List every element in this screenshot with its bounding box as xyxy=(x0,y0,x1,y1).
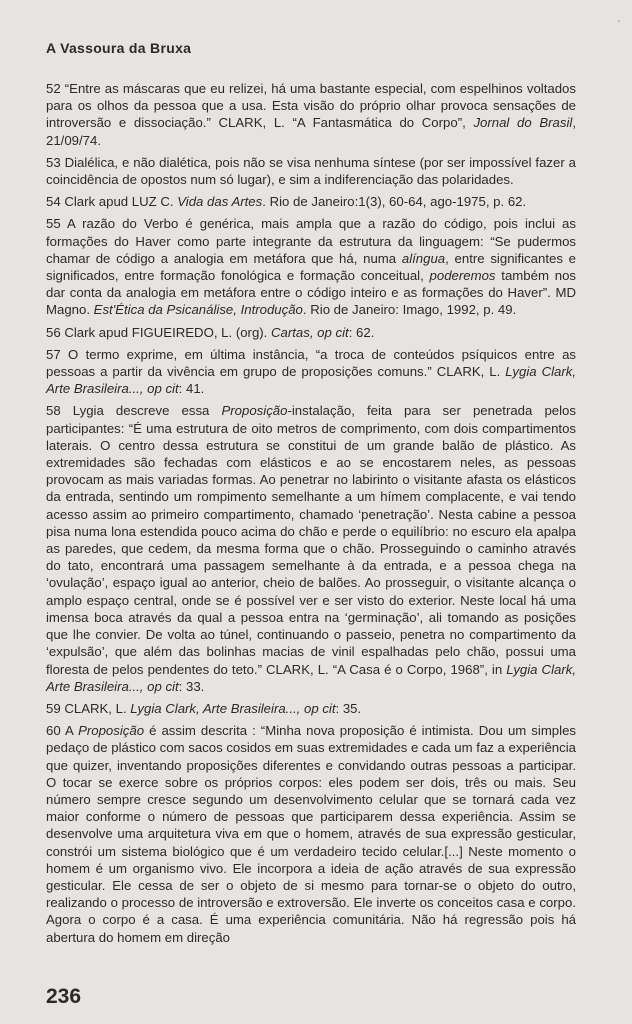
note-54 xyxy=(46,193,576,210)
note-52 xyxy=(46,80,576,149)
note-text: 52 “Entre as máscaras que eu relizei, há uma bastante especial, com espelhinos voltados para os olhos da pessoa que a usa. Esta visão do próprio olhar provoca sensações de introversão e dissociação.” CLARK, L. “A Fantasmática do Corpo”, xyxy=(46,81,576,131)
note-56 xyxy=(46,324,576,341)
endnotes-list xyxy=(46,80,576,951)
note-text: 59 CLARK, L. xyxy=(46,700,131,716)
note-text: é assim descrita : “Minha nova proposição é intimista. Dou um simples pedaço de plástico com sacos cosidos em suas extremidades e cada um faz a experiência que quizer, inventando proposições diferentes e convidando outras pessoas a participar. O tocar se exerce sobre os próprios corpos: eles podem ser dois, três ou mais. Seu número sempre cresce segundo um desenvolvimento celular que se tornará cada vez maior conforme o número de pessoas que participarem dessa experiência. Assim se desenvolve uma arquitetura viva em que o homem, através de sua expressão gesticular, constrói um sistema biológico que é um verdadeiro tecido celular.[...] Neste momento o homem é um organismo vivo. Ele incorpora a ideia de ação através de sua expressão gesticular. Ele cessa de ser o objeto de si mesmo para tornar-se o objeto do outro, realizando o processo de introversão e extroversão. Ele inverte os conceitos casa e corpo. Agora o corpo é a casa. É uma experiência comunitária. Não há regressão pois há abertura do homem em direção xyxy=(46,723,577,945)
note-italic-text: alíngua xyxy=(401,250,446,266)
paper-speck xyxy=(618,20,620,22)
note-text: 57 O termo exprime, em última instância, “a troca de conteúdos psíquicos entre as pessoas a partir da vivência em grupo de proposições comuns.” CLARK, L. xyxy=(46,346,576,380)
note-text: , entre significantes e significados, entre formação fonológica e formação conceitual, xyxy=(46,250,576,284)
note-text: 53 Dialélica, e não dialética, pois não se visa nenhuma síntese (por ser impossível fazer a coincidência de opostos num só lugar), e sim a indiferenciação das polaridades. xyxy=(46,154,576,188)
note-italic-text: Proposição xyxy=(221,403,288,419)
note-text: 58 Lygia descreve essa xyxy=(46,403,222,419)
note-italic-text: Lygia Clark, Arte Brasileira..., op cit xyxy=(46,364,577,397)
note-italic-text: Cartas, op cit xyxy=(271,324,349,340)
note-text: . Rio de Janeiro:1(3), 60-64, ago-1975, p. 62. xyxy=(262,194,527,210)
note-text: 55 A razão do Verbo é genérica, mais ampla que a razão do código, pois inclui as formações do Haver como parte integrante da estrutura da linguagem: “Se pudermos chamar de código a analogia em metáfora que há, numa xyxy=(46,216,576,266)
note-text: , 21/09/74. xyxy=(46,115,577,148)
note-text: : 33. xyxy=(178,678,205,694)
note-italic-text: Proposição xyxy=(78,723,145,739)
note-text: : 62. xyxy=(348,324,375,340)
note-text: : 35. xyxy=(335,700,362,716)
note-59 xyxy=(46,700,576,717)
note-text: . Rio de Janeiro: Imago, 1992, p. 49. xyxy=(302,302,517,318)
note-57 xyxy=(46,346,576,398)
note-text: também nos dar conta da analogia em metáfora entre o código inteiro e as formações do Haver”. MD Magno. xyxy=(46,268,576,318)
note-53 xyxy=(46,154,576,188)
note-60 xyxy=(46,722,576,946)
note-italic-text: Vida das Artes xyxy=(177,194,263,210)
note-text: -instalação, feita para ser penetrada pelos participantes: “É uma estrutura de oito metros de comprimento, com dois compartimentos laterais. O centro dessa estrutura se constitui de um grande balão de plástico. As extremidades são fechadas com elásticos e ao se encostarem neles, as pessoas provocam as mais variadas formas. Ao penetrar no labirinto o visitante afasta os elásticos da entrada, sentindo um rompimento semelhante a um hímem complacente, e vai tendo acesso assim ao primeiro compartimento, chamado ‘penetração’. Nesta cabine a pessoa pisa numa lona estendida pouco acima do chão e perde o equilíbrio: no escuro ela apalpa as paredes, que cedem, da mesma forma que o chão. Prosseguindo o caminho através do tato, encontrará uma passagem semelhante à da entrada, e a pessoa chega na ‘ovulação’, espaço igual ao anterior, cheio de balões. Ao prosseguir, o visitante alcança o amplo espaço central, onde se é possível ver e ser visto do exterior. Neste local há uma imensa boca através da qual a pessoa entra na ‘germinação’, ali tomando as posições que lhe convier. De volta ao túnel, continuando o passeio, penetra no compartimento da ‘expulsão’, que além das bolinhas macias de vinil espalhadas pelo chão, possui uma floresta de pelos pendentes do teto.” CLARK, L. “A Casa é o Corpo, 1968”, in xyxy=(46,403,576,677)
page-number: 236 xyxy=(46,985,82,1008)
note-text: 60 A xyxy=(46,723,79,739)
note-italic-text: Est'Ética da Psicanálise, Introdução xyxy=(93,302,303,318)
note-text: : 41. xyxy=(178,381,205,397)
note-58 xyxy=(46,402,576,694)
note-italic-text: Lygia Clark, Arte Brasileira..., op cit xyxy=(46,661,576,694)
note-text: 56 Clark apud FIGUEIREDO, L. (org). xyxy=(46,324,271,340)
running-head: A Vassoura da Bruxa xyxy=(46,40,192,56)
note-text: 54 Clark apud LUZ C. xyxy=(46,194,178,210)
note-italic-text: poderemos xyxy=(429,268,496,284)
note-italic-text: Jornal do Brasil xyxy=(473,115,573,131)
note-55 xyxy=(46,215,576,318)
note-italic-text: Lygia Clark, Arte Brasileira..., op cit xyxy=(130,700,336,716)
